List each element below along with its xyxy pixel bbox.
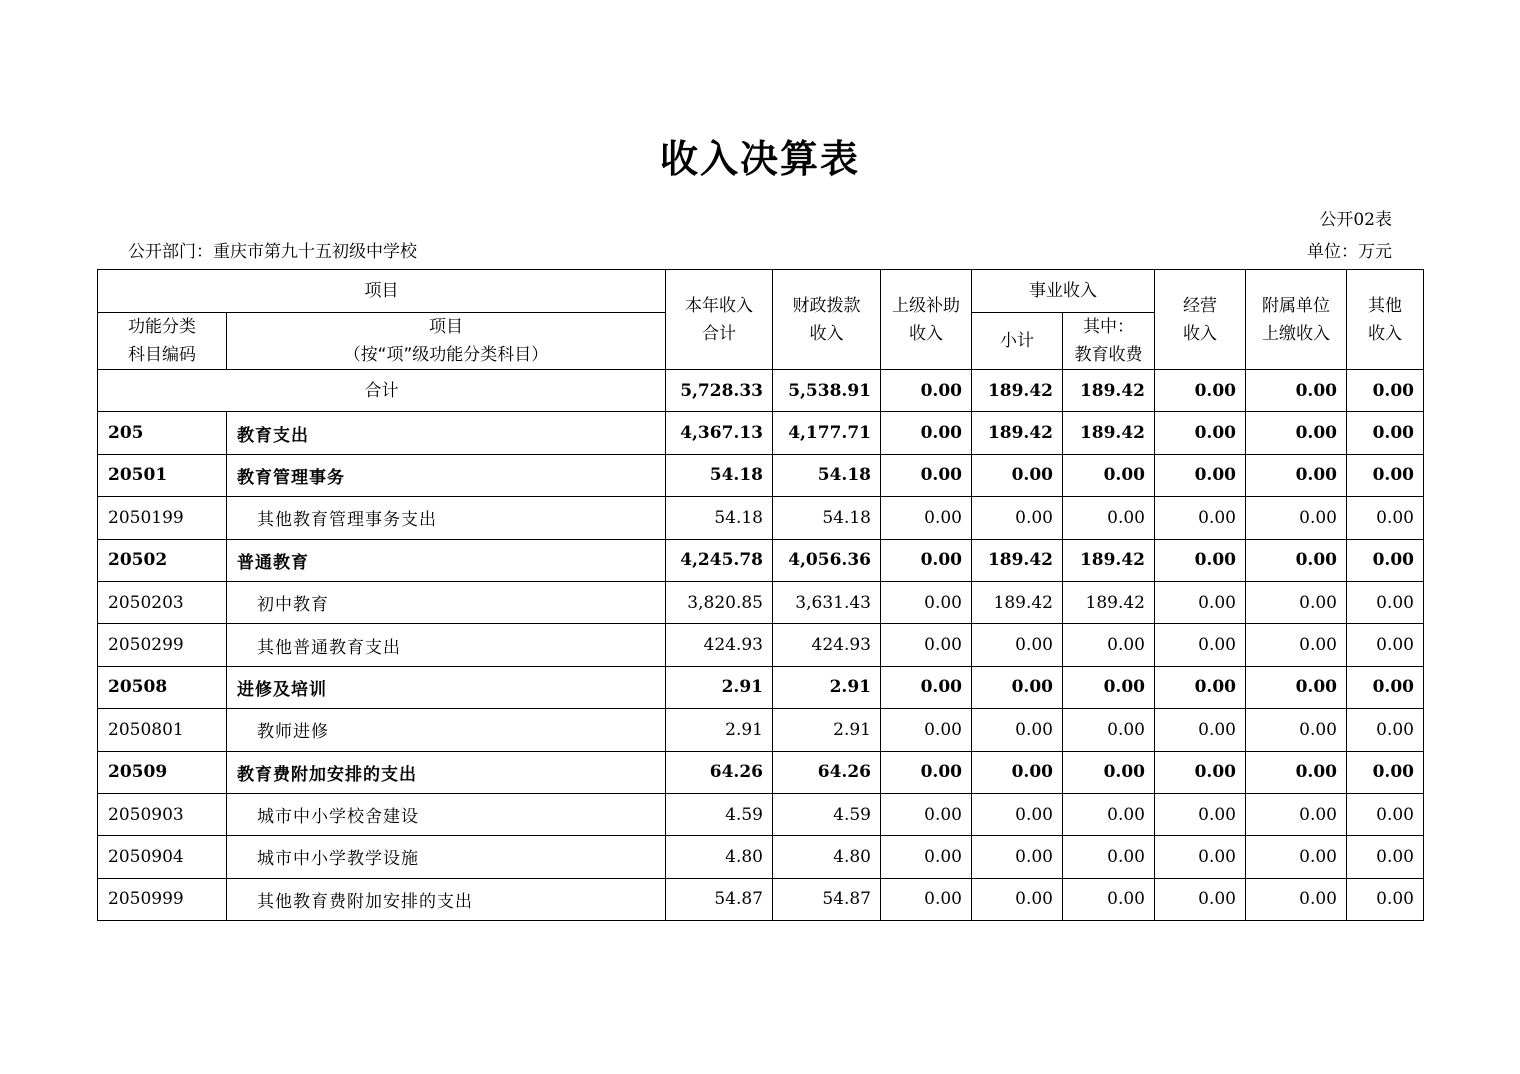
row-value: 0.00: [881, 581, 972, 623]
row-value: 0.00: [1155, 454, 1246, 496]
table-row: [98, 666, 1424, 708]
row-value: 54.18: [773, 497, 881, 539]
row-value: 0.00: [881, 878, 972, 920]
header-other-line2: 收入: [1368, 323, 1402, 344]
row-value: 0.00: [972, 454, 1063, 496]
form-number: 公开02表: [1319, 210, 1392, 230]
row-value: 0.00: [972, 836, 1063, 878]
row-value: 0.00: [881, 539, 972, 581]
header-career-subtotal: 小计: [972, 313, 1063, 370]
row-value: 3,820.85: [666, 581, 773, 623]
row-value: 189.42: [972, 581, 1063, 623]
row-value: 4.80: [666, 836, 773, 878]
row-value: 0.00: [1155, 497, 1246, 539]
row-value: 0.00: [881, 709, 972, 751]
row-code: 2050199: [98, 497, 227, 539]
row-value: 0.00: [1155, 793, 1246, 835]
row-value: 0.00: [1246, 751, 1347, 793]
row-value: 0.00: [1063, 751, 1155, 793]
row-value: 2.91: [666, 709, 773, 751]
row-value: 54.18: [666, 497, 773, 539]
row-value: 189.42: [972, 539, 1063, 581]
row-value: 0.00: [1246, 624, 1347, 666]
header-operating: [1155, 270, 1246, 370]
header-affiliate: [1246, 270, 1347, 370]
table-row: [98, 751, 1424, 793]
row-value: 0.00: [1155, 709, 1246, 751]
header-superior-line2: 收入: [909, 323, 943, 344]
row-value: 64.26: [773, 751, 881, 793]
row-name: 其他教育管理事务支出: [227, 497, 666, 539]
header-total: [666, 270, 773, 370]
row-value: 0.00: [972, 709, 1063, 751]
row-code: 2050801: [98, 709, 227, 751]
row-value: 0.00: [1246, 412, 1347, 454]
header-total-line2: 合计: [702, 323, 736, 344]
row-value: 189.42: [972, 412, 1063, 454]
row-value: 0.00: [881, 666, 972, 708]
total-row: [98, 370, 1424, 412]
row-value: 0.00: [1347, 412, 1424, 454]
row-value: 0.00: [881, 751, 972, 793]
row-value: 0.00: [1155, 878, 1246, 920]
header-career-edu-line1: 其中：: [1083, 317, 1134, 337]
row-value: 0.00: [1063, 709, 1155, 751]
row-value: 54.87: [666, 878, 773, 920]
row-name: 教育管理事务: [227, 454, 666, 496]
header-superior: [881, 270, 972, 370]
header-project: 项目: [98, 270, 666, 313]
row-value: 0.00: [972, 751, 1063, 793]
row-value: 4.59: [666, 793, 773, 835]
table-row: [98, 497, 1424, 539]
row-value: 2.91: [773, 709, 881, 751]
row-value: 2.91: [773, 666, 881, 708]
header-affiliate-line1: 附属单位: [1262, 295, 1330, 316]
row-value: 0.00: [1246, 709, 1347, 751]
header-fiscal-line2: 收入: [809, 323, 844, 344]
row-value: 0.00: [1246, 793, 1347, 835]
header-fiscal-line1: 财政拨款: [792, 295, 861, 316]
header-operating-line2: 收入: [1183, 323, 1217, 344]
row-value: 54.87: [773, 878, 881, 920]
total-cell: 189.42: [972, 370, 1063, 412]
row-value: 0.00: [1347, 497, 1424, 539]
row-value: 0.00: [1063, 666, 1155, 708]
row-name: 教育费附加安排的支出: [227, 751, 666, 793]
row-value: 0.00: [1246, 581, 1347, 623]
row-value: 4.80: [773, 836, 881, 878]
table-row: [98, 709, 1424, 751]
header-operating-line1: 经营: [1183, 295, 1217, 316]
header-affiliate-line2: 上缴收入: [1262, 323, 1330, 344]
row-name: 教师进修: [227, 709, 666, 751]
row-value: 0.00: [1347, 878, 1424, 920]
row-value: 0.00: [1063, 624, 1155, 666]
total-cell: 0.00: [1155, 370, 1246, 412]
row-value: 0.00: [972, 878, 1063, 920]
row-code: 20502: [98, 539, 227, 581]
row-value: 0.00: [1063, 454, 1155, 496]
row-value: 54.18: [666, 454, 773, 496]
row-value: 0.00: [1347, 624, 1424, 666]
row-value: 0.00: [972, 666, 1063, 708]
row-value: 0.00: [1347, 751, 1424, 793]
total-cell: 0.00: [1347, 370, 1424, 412]
row-value: 0.00: [1246, 454, 1347, 496]
total-cell: 0.00: [1246, 370, 1347, 412]
row-value: 0.00: [1246, 497, 1347, 539]
row-code: 2050299: [98, 624, 227, 666]
row-value: 0.00: [1347, 793, 1424, 835]
row-value: 0.00: [1155, 836, 1246, 878]
total-cell: 5,538.91: [773, 370, 881, 412]
row-code: 2050903: [98, 793, 227, 835]
row-value: 3,631.43: [773, 581, 881, 623]
row-code: 205: [98, 412, 227, 454]
row-value: 189.42: [1063, 412, 1155, 454]
header-total-line1: 本年收入: [685, 295, 753, 316]
header-career-edu: [1063, 313, 1155, 370]
row-value: 0.00: [1246, 539, 1347, 581]
row-value: 0.00: [881, 454, 972, 496]
row-name: 普通教育: [227, 539, 666, 581]
table-row: [98, 454, 1424, 496]
table-row: [98, 836, 1424, 878]
row-value: 0.00: [1347, 709, 1424, 751]
row-value: 2.91: [666, 666, 773, 708]
row-value: 189.42: [1063, 539, 1155, 581]
row-value: 0.00: [1063, 793, 1155, 835]
row-value: 0.00: [881, 836, 972, 878]
row-value: 0.00: [1246, 836, 1347, 878]
header-func-code-line1: 功能分类: [128, 317, 196, 337]
row-value: 0.00: [1155, 581, 1246, 623]
department-label: 公开部门：重庆市第九十五初级中学校: [128, 242, 417, 262]
row-name: 教育支出: [227, 412, 666, 454]
row-value: 0.00: [1155, 412, 1246, 454]
row-value: 424.93: [666, 624, 773, 666]
row-value: 424.93: [773, 624, 881, 666]
row-value: 0.00: [881, 497, 972, 539]
row-value: 0.00: [881, 412, 972, 454]
row-value: 4,177.71: [773, 412, 881, 454]
header-career-edu-line2: 教育收费: [1074, 345, 1143, 365]
row-value: 0.00: [1347, 666, 1424, 708]
row-value: 0.00: [1155, 539, 1246, 581]
total-label: 合计: [98, 370, 666, 412]
total-cell: 0.00: [881, 370, 972, 412]
row-value: 0.00: [1155, 666, 1246, 708]
header-item-line2: （按“项”级功能分类科目）: [343, 345, 549, 365]
row-value: 0.00: [1246, 666, 1347, 708]
table-row: [98, 624, 1424, 666]
row-value: 4.59: [773, 793, 881, 835]
row-value: 54.18: [773, 454, 881, 496]
table-row: [98, 539, 1424, 581]
header-other: [1347, 270, 1424, 370]
table-row: [98, 581, 1424, 623]
row-value: 64.26: [666, 751, 773, 793]
header-func-code: [98, 313, 227, 370]
row-name: 进修及培训: [227, 666, 666, 708]
row-value: 189.42: [1063, 581, 1155, 623]
row-value: 0.00: [1155, 751, 1246, 793]
header-item: [227, 313, 666, 370]
row-value: 0.00: [1347, 454, 1424, 496]
header-func-code-line2: 科目编码: [128, 345, 196, 365]
row-name: 其他教育费附加安排的支出: [227, 878, 666, 920]
row-value: 4,367.13: [666, 412, 773, 454]
row-value: 4,056.36: [773, 539, 881, 581]
table-row: [98, 793, 1424, 835]
row-name: 城市中小学教学设施: [227, 836, 666, 878]
row-value: 0.00: [1347, 836, 1424, 878]
row-name: 初中教育: [227, 581, 666, 623]
row-value: 0.00: [1347, 539, 1424, 581]
row-value: 0.00: [1063, 836, 1155, 878]
row-value: 0.00: [972, 624, 1063, 666]
row-code: 20509: [98, 751, 227, 793]
header-fiscal: [773, 270, 881, 370]
row-value: 0.00: [1347, 581, 1424, 623]
row-code: 20508: [98, 666, 227, 708]
header-other-line1: 其他: [1368, 295, 1402, 316]
row-value: 0.00: [1155, 624, 1246, 666]
row-code: 2050203: [98, 581, 227, 623]
header-career: 事业收入: [972, 270, 1155, 313]
unit-label: 单位：万元: [1307, 242, 1392, 262]
row-value: 0.00: [972, 497, 1063, 539]
row-name: 城市中小学校舍建设: [227, 793, 666, 835]
row-code: 2050904: [98, 836, 227, 878]
row-value: 0.00: [1063, 497, 1155, 539]
row-name: 其他普通教育支出: [227, 624, 666, 666]
page-title: 收入决算表: [659, 137, 860, 181]
total-cell: 189.42: [1063, 370, 1155, 412]
row-value: 4,245.78: [666, 539, 773, 581]
row-code: 20501: [98, 454, 227, 496]
row-value: 0.00: [881, 793, 972, 835]
row-value: 0.00: [972, 793, 1063, 835]
income-table: [97, 269, 1424, 921]
table-row: [98, 878, 1424, 920]
row-value: 0.00: [1063, 878, 1155, 920]
total-cell: 5,728.33: [666, 370, 773, 412]
table-row: [98, 412, 1424, 454]
header-item-line1: 项目: [429, 317, 463, 337]
row-value: 0.00: [1246, 878, 1347, 920]
header-superior-line1: 上级补助: [892, 295, 960, 316]
row-value: 0.00: [881, 624, 972, 666]
row-code: 2050999: [98, 878, 227, 920]
